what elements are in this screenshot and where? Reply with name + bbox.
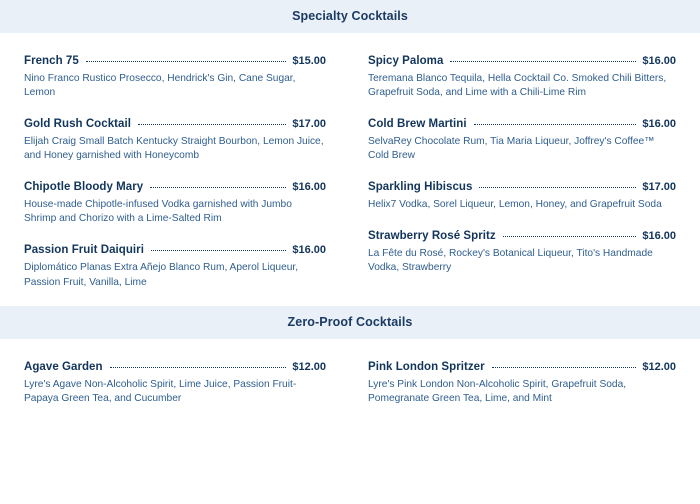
dot-leader xyxy=(150,182,286,188)
menu-item-name: French 75 xyxy=(24,55,79,67)
menu-item-price: $12.00 xyxy=(292,360,326,373)
dot-leader xyxy=(151,245,286,251)
menu-column-left-specialty xyxy=(0,33,350,290)
menu-item-price: $16.00 xyxy=(642,118,676,131)
menu-column-left-zero-proof xyxy=(0,339,350,406)
section-columns-zero-proof xyxy=(0,339,700,406)
section-spacer xyxy=(0,290,700,306)
dot-leader xyxy=(450,56,636,62)
menu-item-name: Sparkling Hibiscus xyxy=(368,181,473,194)
menu-item-description: Diplomático Planas Extra Añejo Blanco Rum, Aperol Liqueur, Passion Fruit, Vanilla, Lime xyxy=(24,262,299,288)
menu-item-description: Lyre's Pink London Non-Alcoholic Spirit, Grapefruit Soda, Pomegranate Green Tea, Lime, and Mint xyxy=(368,378,627,404)
menu-item-description: Nino Franco Rustico Prosecco, Hendrick's Gin, Cane Sugar, Lemon xyxy=(24,73,296,99)
menu-item[interactable] xyxy=(24,118,326,163)
menu-item-price: $12.00 xyxy=(642,360,676,373)
dot-leader xyxy=(492,362,637,368)
menu-item-price: $16.00 xyxy=(642,55,676,67)
menu-item-head xyxy=(24,361,326,373)
menu-item-description: La Fête du Rosé, Rockey's Botanical Liqueur, Tito's Handmade Vodka, Strawberry xyxy=(368,248,653,274)
menu-item[interactable] xyxy=(368,55,676,100)
dot-leader xyxy=(474,119,637,125)
menu-item-name: Cold Brew Martini xyxy=(368,118,467,131)
menu-item-head xyxy=(24,118,326,130)
menu-item-price: $15.00 xyxy=(292,55,326,67)
dot-leader xyxy=(86,56,287,62)
menu-item-name: Chipotle Bloody Mary xyxy=(24,181,144,194)
menu-item-description: House-made Chipotle-infused Vodka garnished with Jumbo Shrimp and Chorizo with a Lime-Salted Rim xyxy=(24,199,292,225)
section-header-zero-proof-cocktails: Zero-Proof Cocktails xyxy=(0,306,700,339)
menu-item-description: Elijah Craig Small Batch Kentucky Straight Bourbon, Lemon Juice, and Honey garnished with Honeycomb xyxy=(24,136,324,162)
menu-item[interactable] xyxy=(24,361,326,406)
menu-item-price: $16.00 xyxy=(292,181,326,194)
menu-item-head xyxy=(24,244,326,256)
menu-item-price: $16.00 xyxy=(292,244,326,257)
menu-item-price: $16.00 xyxy=(642,230,676,243)
menu-item-head xyxy=(24,55,326,67)
section-columns-specialty xyxy=(0,33,700,290)
dot-leader xyxy=(503,231,637,237)
menu-item[interactable] xyxy=(368,181,676,212)
menu-item-name: Pink London Spritzer xyxy=(368,360,485,373)
menu-item-head xyxy=(368,361,676,373)
menu-item-name: Gold Rush Cocktail xyxy=(24,118,131,131)
menu-item-name: Passion Fruit Daiquiri xyxy=(24,244,144,257)
menu-item-head xyxy=(368,181,676,193)
menu-item-head xyxy=(368,118,676,130)
menu-item-name: Spicy Paloma xyxy=(368,55,444,67)
menu-item-head xyxy=(368,55,676,67)
menu-item-name: Strawberry Rosé Spritz xyxy=(368,230,496,243)
dot-leader xyxy=(138,119,286,125)
menu-item[interactable] xyxy=(24,244,326,289)
menu-item[interactable] xyxy=(24,181,326,226)
menu-item-head xyxy=(24,181,326,193)
dot-leader xyxy=(479,182,636,188)
menu-item-description: SelvaRey Chocolate Rum, Tia Maria Liqueur, Joffrey's Coffee™ Cold Brew xyxy=(368,136,655,162)
menu-item-head xyxy=(368,230,676,242)
menu-item-name: Agave Garden xyxy=(24,360,103,373)
menu-item-price: $17.00 xyxy=(292,118,326,131)
menu-item-price: $17.00 xyxy=(642,181,676,194)
dot-leader xyxy=(110,362,287,368)
menu-item-description: Helix7 Vodka, Sorel Liqueur, Lemon, Honey, and Grapefruit Soda xyxy=(368,199,662,211)
menu-item[interactable] xyxy=(368,118,676,163)
menu-item-description: Lyre's Agave Non-Alcoholic Spirit, Lime Juice, Passion Fruit-Papaya Green Tea, and Cucumber xyxy=(24,378,297,404)
menu-item[interactable] xyxy=(368,230,676,275)
menu-column-right-specialty xyxy=(350,33,700,290)
menu-item[interactable] xyxy=(368,361,676,406)
menu-column-right-zero-proof xyxy=(350,339,700,406)
menu-item-description: Teremana Blanco Tequila, Hella Cocktail Co. Smoked Chili Bitters, Grapefruit Soda, and Lime with a Chili-Lime Rim xyxy=(368,73,667,99)
section-header-specialty-cocktails: Specialty Cocktails xyxy=(0,0,700,33)
menu-item[interactable] xyxy=(24,55,326,100)
